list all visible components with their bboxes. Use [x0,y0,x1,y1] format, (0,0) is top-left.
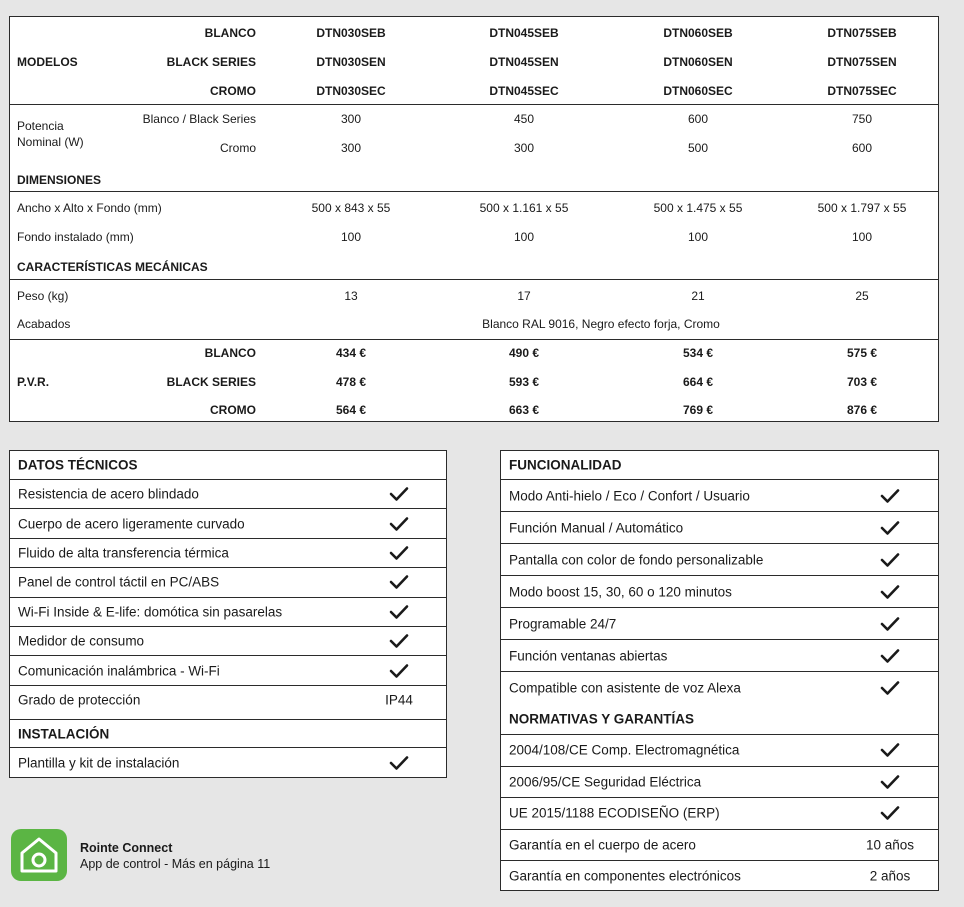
model-code: DTN075SEC [827,84,897,98]
mechanical-header: CARACTERÍSTICAS MECÁNICAS [17,260,208,274]
model-code: DTN045SEB [489,26,559,40]
list-item [10,567,446,596]
price: 663 € [508,403,540,417]
list-item-label: Compatible con asistente de voz Alexa [509,680,741,695]
app-subtitle: App de control - Más en página 11 [80,857,271,871]
dimensions-value: 500 x 843 x 55 [311,201,391,215]
list-item-label: Comunicación inalámbrica - Wi-Fi [18,663,220,679]
dimensions-value: 500 x 1.475 x 55 [653,201,743,215]
panel-header-row [501,704,938,734]
power-value: 750 [851,112,873,126]
list-item-label: Modo Anti-hielo / Eco / Confort / Usuario [509,488,750,503]
model-code: DTN060SEC [663,84,733,98]
weight-value: 13 [344,289,358,303]
list-item-label: Grado de protección [18,692,141,708]
check-icon [389,604,409,620]
dimensions-value: 500 x 1.161 x 55 [479,201,569,215]
weight-value: 17 [517,289,531,303]
list-item-label: Función Manual / Automático [509,520,684,535]
price: 490 € [508,346,540,360]
installed-depth-value: 100 [340,230,362,244]
weight-value: 25 [855,289,869,303]
list-item-label: Programable 24/7 [509,616,617,631]
list-item-label: Resistencia de acero blindado [18,486,199,502]
list-item [10,508,446,537]
row-divider [10,279,938,280]
pvr-header: P.V.R. [17,375,50,389]
house-icon [11,829,67,881]
list-item-value: 10 años [865,837,915,853]
check-icon [880,742,900,758]
list-item [10,685,446,714]
power-sub-label: Blanco / Black Series [142,112,256,126]
installed-depth-value: 100 [687,230,709,244]
dimensions-value: 500 x 1.797 x 55 [817,201,907,215]
price: 664 € [682,375,714,389]
list-item [501,543,938,575]
list-item [501,671,938,703]
installed-depth-value: 100 [513,230,535,244]
list-item-label: Modo boost 15, 30, 60 o 120 minutos [509,584,732,599]
list-item-label: Medidor de consumo [18,633,145,649]
model-code: DTN045SEC [489,84,559,98]
check-icon [389,516,409,532]
list-item [10,626,446,655]
normativas-header: NORMATIVAS Y GARANTÍAS [509,711,695,727]
list-item-value: 2 años [869,868,911,884]
datos-tecnicos-panel [9,450,447,778]
model-code: DTN075SEN [827,55,897,69]
installed-depth-value: 100 [851,230,873,244]
list-item [501,511,938,543]
list-item-label: Pantalla con color de fondo personalizable [509,552,764,567]
list-item-label: UE 2015/1188 ECODISEÑO (ERP) [509,805,720,821]
price: 593 € [508,375,540,389]
check-icon [880,616,900,632]
power-value: 600 [851,141,873,155]
list-item [10,597,446,626]
model-code: DTN060SEN [663,55,733,69]
row-divider [10,104,938,105]
row-divider [10,191,938,192]
list-item [501,479,938,511]
list-item [501,639,938,671]
list-item [501,734,938,766]
list-item-label: Wi-Fi Inside & E-life: domótica sin pasarelas [18,604,283,620]
list-item-label: Panel de control táctil en PC/ABS [18,574,220,590]
price: 703 € [846,375,878,389]
check-icon [389,574,409,590]
model-code: DTN060SEB [663,26,733,40]
list-item [501,575,938,607]
dimensions-label: Ancho x Alto x Fondo (mm) [17,201,162,215]
list-item-label: 2006/95/CE Seguridad Eléctrica [509,774,702,790]
check-icon [880,648,900,664]
list-item [10,538,446,567]
check-icon [389,633,409,649]
variant-label: BLANCO [204,26,256,40]
price: 769 € [682,403,714,417]
panel-header-row [10,451,446,479]
price: 434 € [335,346,367,360]
pvr-variant: CROMO [210,403,256,417]
list-item-value: IP44 [385,692,413,708]
pvr-variant: BLACK SERIES [166,375,256,389]
list-item-label: Cuerpo de acero ligeramente curvado [18,516,245,532]
spec-table [9,16,939,422]
power-value: 300 [340,112,362,126]
model-code: DTN075SEB [827,26,897,40]
list-item-label: 2004/108/CE Comp. Electromagnética [509,742,740,758]
list-item [10,479,446,508]
list-item [501,829,938,861]
price: 876 € [846,403,878,417]
app-title: Rointe Connect [80,841,173,855]
models-header: MODELOS [17,55,78,69]
price: 575 € [846,346,878,360]
list-item-label: Garantía en el cuerpo de acero [509,837,696,853]
check-icon [389,663,409,679]
model-code: DTN030SEN [316,55,386,69]
price: 534 € [682,346,714,360]
check-icon [389,755,409,771]
model-code: DTN030SEC [316,84,386,98]
list-item [501,860,938,892]
list-item-label: Función ventanas abiertas [509,648,668,663]
power-value: 300 [340,141,362,155]
variant-label: BLACK SERIES [166,55,256,69]
check-icon [880,680,900,696]
check-icon [880,584,900,600]
price: 564 € [335,403,367,417]
check-icon [389,486,409,502]
check-icon [880,488,900,504]
power-value: 300 [513,141,535,155]
list-item-label: Garantía en componentes electrónicos [509,868,741,884]
power-label: Nominal (W) [17,135,84,149]
datos-tecnicos-header: DATOS TÉCNICOS [18,457,138,473]
check-icon [880,552,900,568]
dimensions-header: DIMENSIONES [17,173,102,187]
funcionalidad-panel [500,450,939,891]
check-icon [880,774,900,790]
panel-header-row [10,719,446,747]
model-code: DTN030SEB [316,26,386,40]
variant-label: CROMO [210,84,256,98]
list-item [501,607,938,639]
price: 478 € [335,375,367,389]
row-divider [10,339,938,340]
panel-header-row [501,451,938,479]
funcionalidad-header: FUNCIONALIDAD [509,457,622,473]
check-icon [880,805,900,821]
power-label: Potencia [17,119,64,133]
power-sub-label: Cromo [219,141,256,155]
pvr-variant: BLANCO [204,346,256,360]
power-value: 600 [687,112,709,126]
instalacion-header: INSTALACIÓN [18,726,110,741]
finish-label: Acabados [17,317,71,331]
weight-value: 21 [691,289,705,303]
home-app-icon [11,829,67,881]
installed-depth-label: Fondo instalado (mm) [17,230,134,244]
finish-value: Blanco RAL 9016, Negro efecto forja, Cromo [482,317,720,331]
check-icon [389,545,409,561]
power-value: 500 [687,141,709,155]
power-value: 450 [513,112,535,126]
list-item [501,797,938,829]
list-item [10,747,446,778]
list-item [501,766,938,798]
list-item-label: Fluido de alta transferencia térmica [18,545,229,561]
list-item-label: Plantilla y kit de instalación [18,755,180,771]
list-item [10,655,446,684]
weight-label: Peso (kg) [17,289,69,303]
check-icon [880,520,900,536]
model-code: DTN045SEN [489,55,559,69]
